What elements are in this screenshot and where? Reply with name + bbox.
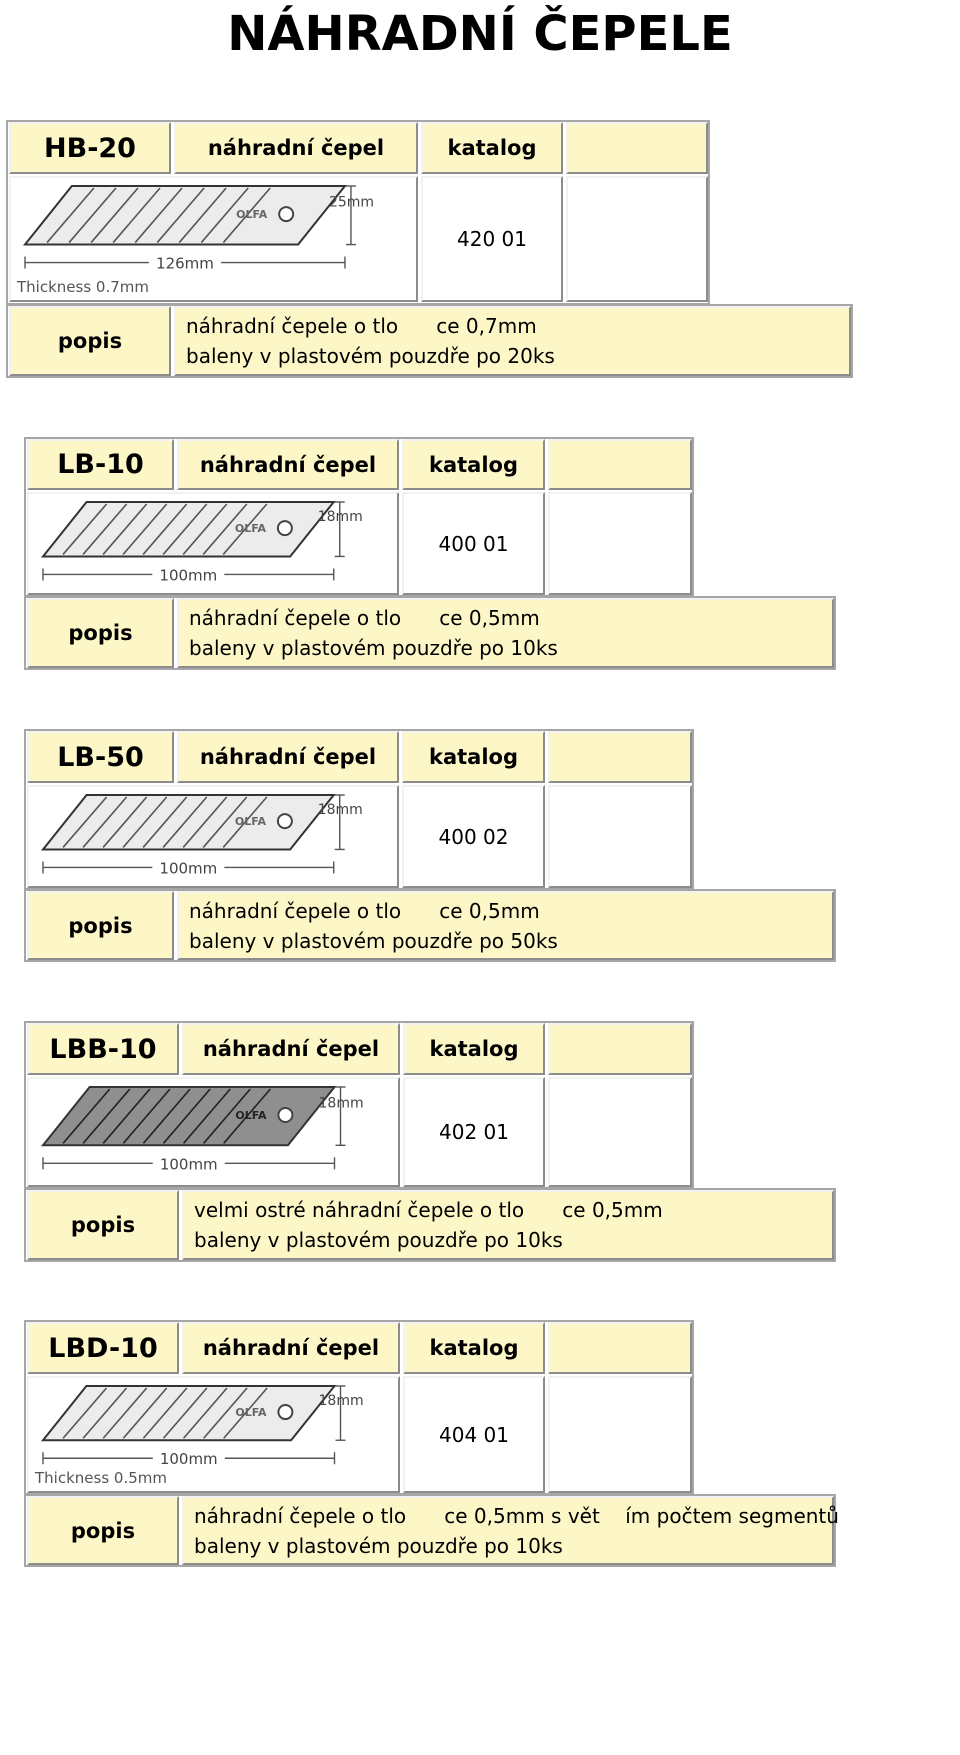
hole-icon (278, 1108, 292, 1122)
description-line: baleny v plastovém pouzdře po 10ks (189, 636, 558, 660)
width-label: 18mm (317, 802, 363, 819)
blade-diagram-cell (27, 1077, 400, 1187)
empty-cell (548, 1023, 692, 1075)
description-line: náhradní čepele o tlo ce 0,5mm (189, 898, 540, 923)
length-label: 100mm (159, 859, 218, 878)
type-header: náhradní čepel (182, 1023, 400, 1075)
blade-logo: OLFA (236, 208, 268, 222)
catalog-number: 404 01 (403, 1376, 545, 1493)
product-code: LBB-10 (27, 1023, 179, 1075)
empty-cell (548, 1376, 692, 1493)
width-label: 18mm (318, 1095, 364, 1112)
product-code: HB-20 (9, 122, 171, 174)
description-line: náhradní čepele o tlo ce 0,7mm (186, 314, 537, 338)
catalog-header: katalog (421, 122, 563, 174)
description-line: baleny v plastovém pouzdře po 20ks (186, 344, 555, 368)
hole-icon (278, 521, 292, 535)
product-code: LB-50 (27, 731, 174, 783)
popis-label: popis (9, 306, 171, 376)
catalog-header: katalog (402, 731, 545, 783)
catalog-header: katalog (403, 1023, 545, 1075)
thickness-label: Thickness 0.7mm (17, 278, 149, 296)
empty-cell (566, 176, 708, 302)
description (177, 598, 834, 668)
type-header: náhradní čepel (174, 122, 418, 174)
width-label: 18mm (318, 1392, 364, 1409)
blade-diagram-cell (27, 492, 399, 595)
catalog-header: katalog (403, 1322, 545, 1374)
hole-icon (278, 1405, 292, 1419)
product-code: LBD-10 (27, 1322, 179, 1374)
empty-cell (548, 1322, 692, 1374)
description-line: baleny v plastovém pouzdře po 10ks (194, 1533, 563, 1558)
type-header: náhradní čepel (177, 439, 399, 490)
blade-diagram (29, 494, 397, 593)
catalog-number: 402 01 (403, 1077, 545, 1187)
empty-cell (566, 122, 708, 174)
page-title: NÁHRADNÍ ČEPELE (227, 6, 733, 62)
blade-diagram-cell (9, 176, 418, 302)
popis-label: popis (27, 1496, 179, 1565)
description-line: náhradní čepele o tlo ce 0,5mm s vět ím počtem segmentů (194, 1503, 839, 1528)
blade-logo: OLFA (234, 521, 267, 535)
description (177, 891, 834, 960)
blade-logo: OLFA (235, 1109, 267, 1123)
product-code: LB-10 (27, 439, 174, 490)
blade-logo: OLFA (234, 814, 267, 828)
length-label: 100mm (159, 1155, 218, 1174)
hole-icon (279, 207, 293, 221)
length-label: 100mm (159, 1450, 218, 1469)
description-line: baleny v plastovém pouzdře po 10ks (194, 1228, 563, 1252)
width-label: 25mm (328, 194, 375, 211)
empty-cell (548, 731, 692, 783)
type-header: náhradní čepel (182, 1322, 400, 1374)
description (182, 1190, 834, 1260)
description-line: náhradní čepele o tlo ce 0,5mm (189, 606, 540, 630)
empty-cell (548, 1077, 692, 1187)
description (182, 1496, 839, 1565)
catalog-header: katalog (402, 439, 545, 490)
type-header: náhradní čepel (177, 731, 399, 783)
empty-cell (548, 439, 692, 490)
empty-cell (548, 785, 692, 888)
catalog-number: 400 01 (402, 492, 545, 595)
popis-label: popis (27, 891, 174, 960)
length-label: 100mm (159, 566, 218, 585)
thickness-label: Thickness 0.5mm (35, 1469, 167, 1487)
blade-diagram (11, 178, 416, 300)
catalog-number: 400 02 (402, 785, 545, 888)
length-label: 126mm (156, 254, 214, 273)
blade-diagram (29, 787, 397, 886)
popis-label: popis (27, 1190, 179, 1260)
hole-icon (278, 814, 292, 828)
popis-label: popis (27, 598, 174, 668)
blade-diagram-cell (27, 785, 399, 888)
width-label: 18mm (317, 509, 363, 526)
blade-diagram (29, 1378, 398, 1491)
empty-cell (548, 492, 692, 595)
blade-diagram-cell (27, 1376, 400, 1493)
blade-diagram (29, 1079, 398, 1185)
blade-logo: OLFA (235, 1405, 267, 1419)
description-line: baleny v plastovém pouzdře po 50ks (189, 928, 558, 953)
description (174, 306, 851, 376)
catalog-number: 420 01 (421, 176, 563, 302)
description-line: velmi ostré náhradní čepele o tlo ce 0,5mm (194, 1198, 663, 1222)
